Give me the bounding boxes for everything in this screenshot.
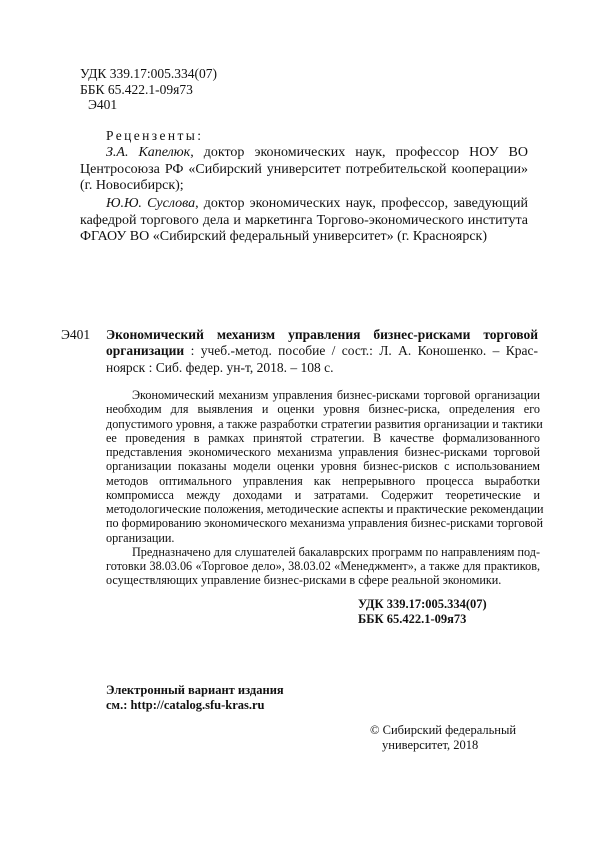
annotation-line: необходим для выявления и оценки уровня бизнес-риска, определения его	[106, 402, 540, 417]
bib-line-2: организации : учеб.-метод. пособие / сост.: Л. А. Коношенко. – Крас-	[106, 343, 538, 359]
classification-top	[80, 66, 217, 113]
reviewer-2-line-3: ФГАОУ ВО «Сибирский федеральный университет» (г. Красноярск)	[80, 229, 488, 244]
reviewer-2-line-1: Ю.Ю. Суслова, доктор экономических наук, профессор, заведующий	[106, 196, 528, 211]
classification-bottom	[358, 597, 487, 627]
bbk-code: ББК 65.422.1-09я73	[80, 81, 193, 97]
copyright-line-1: © Сибирский федеральный	[370, 723, 517, 737]
annotation-line: допустимого уровня, а также разработки стратегии развития организации и тактики	[106, 416, 543, 431]
udk-code: УДК 339.17:005.334(07)	[80, 66, 218, 81]
bib-line-3: ноярск : Сиб. федер. ун-т, 2018. – 108 с.	[106, 359, 334, 375]
electronic-version	[106, 683, 284, 713]
reviewer-1-line-3: (г. Новосибирск);	[80, 178, 184, 193]
reviewer-1-name: З.А. Капелюк	[106, 145, 191, 160]
copyright	[370, 723, 516, 752]
reviewer-1	[80, 145, 528, 195]
reviewer-1-line-2: Центросоюза РФ «Сибирский университет потребительской кооперации»	[80, 161, 528, 177]
bib-title-line-2: организации	[106, 343, 185, 359]
annotation-line: Экономический механизм управления бизнес-рисками торговой организации	[132, 388, 540, 402]
author-mark: Э401	[88, 97, 118, 112]
udk-code-bottom: УДК 339.17:005.334(07)	[358, 597, 487, 611]
bib-code: Э401	[61, 327, 91, 342]
reviewer-2	[80, 196, 528, 246]
electronic-version-url: см.: http://catalog.sfu-kras.ru	[106, 698, 265, 712]
annotation-line: осуществляющих управление бизнес-рисками в сфере реальной экономики.	[106, 573, 502, 588]
annotation-line: методологические положения, методические аспекты и практические рекомендации	[106, 502, 544, 516]
reviewers-heading: Рецензенты:	[106, 128, 204, 143]
annotation-line: компромисса между доходами и затратами. Содержит теоретические и	[106, 487, 540, 502]
reviewer-2-line-2: кафедрой торгового дела и маркетинга Торгово-экономического института	[80, 212, 528, 228]
bib-title-line-1: Экономический механизм управления бизнес-рисками торговой	[106, 327, 538, 342]
reviewer-1-line-1: З.А. Капелюк, доктор экономических наук, профессор НОУ ВО	[106, 145, 528, 160]
annotation-line: методов оптимального управления как непрерывного процесса выработки	[106, 473, 540, 488]
electronic-version-label: Электронный вариант издания	[106, 683, 284, 697]
annotation-line: организации показаны модели оценки уровня бизнес-рисков с использованием	[106, 459, 540, 474]
annotation-line: организации.	[106, 530, 175, 545]
annotation-line: по формированию экономического механизма управления бизнес-рисками торговой	[106, 516, 544, 531]
bbk-code-bottom: ББК 65.422.1-09я73	[358, 612, 467, 626]
annotation-line: ее проведения в рамках принятой стратегии. В качестве формализованного	[106, 430, 540, 445]
reviewer-2-name: Ю.Ю. Суслова	[106, 196, 196, 211]
annotation	[106, 388, 544, 588]
annotation-line: представления экономического механизма управления бизнес-рисками торговой	[106, 445, 540, 459]
copyright-line-2: университет, 2018	[382, 737, 479, 752]
annotation-line: готовки 38.03.06 «Торговое дело», 38.03.02 «Менеджмент», а также для практиков,	[106, 559, 540, 573]
annotation-line: Предназначено для слушателей бакалаврских программ по направлениям под-	[132, 544, 540, 559]
bibliographic-record	[106, 327, 538, 376]
